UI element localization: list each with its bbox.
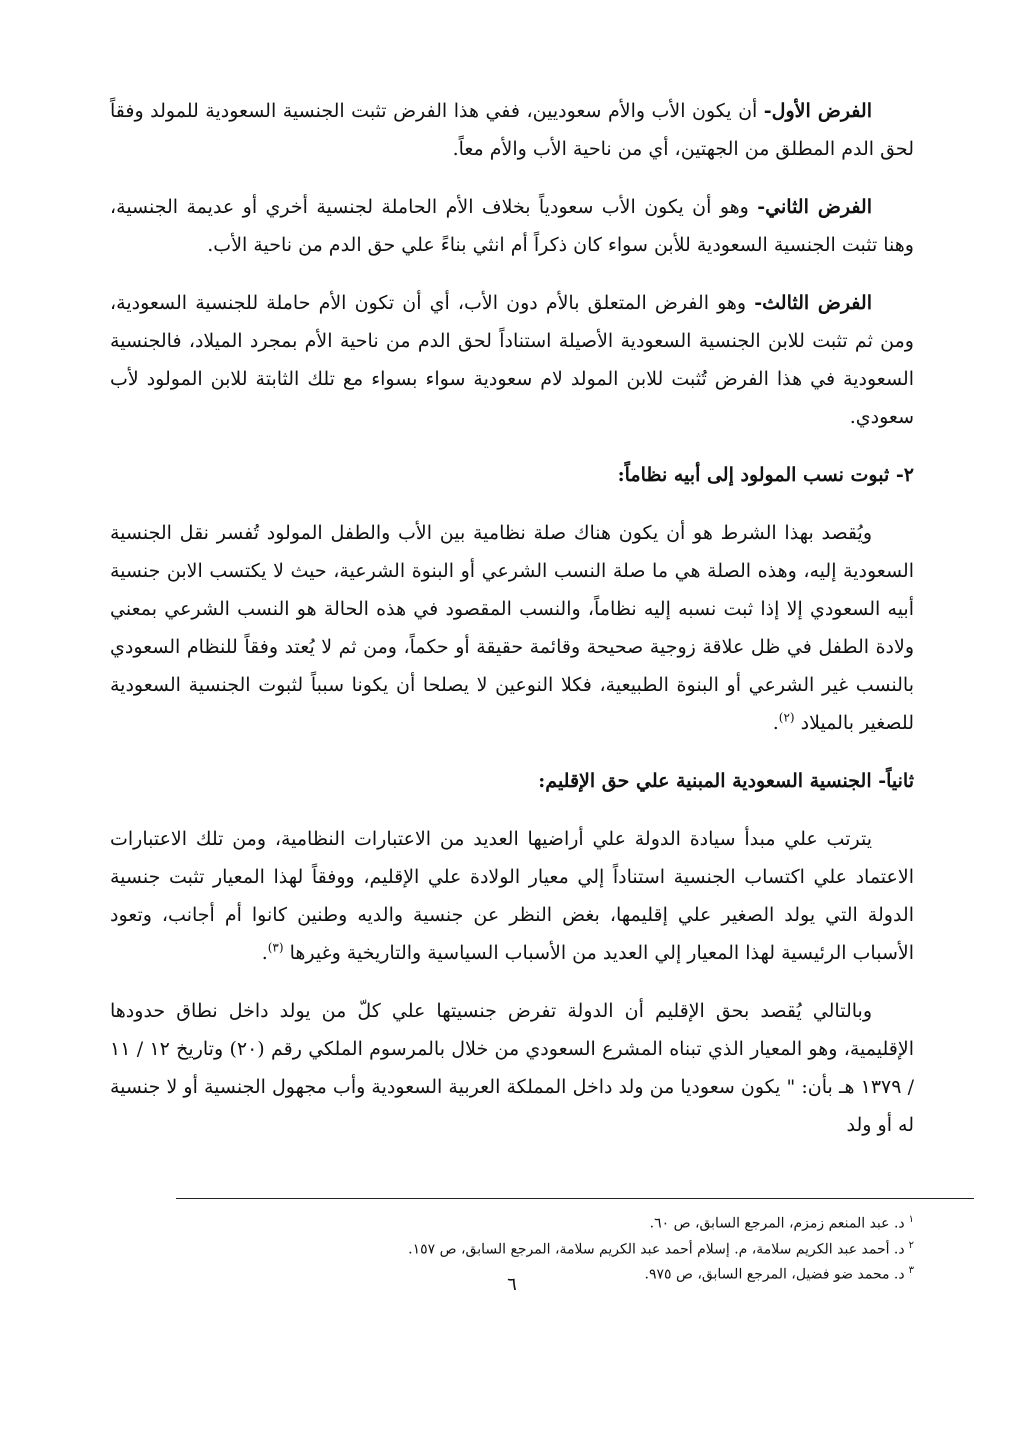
first-case-text: أن يكون الأب والأم سعوديين، ففي هذا الفرض تثبت الجنسية السعودية للمولد وفقاً لحق الدم المطلق من الجهتين، أي من ناحية الأب والأم معاً. [110, 100, 914, 160]
section-heading-territory: ثانياً- الجنسية السعودية المبنية علي حق الإقليم: [538, 770, 914, 792]
section-heading-lineage: ٢- ثبوت نسب المولود إلى أبيه نظاماً: [617, 464, 914, 486]
lineage-end: . [772, 712, 779, 734]
territory-principle-text: يترتب علي مبدأ سيادة الدولة علي أراضيها العديد من الاعتبارات النظامية، ومن تلك الاعتبارات الاعتماد علي اكتساب الجنسية استناداً إلي معيار الولادة علي الإقليم، ووفقاً لهذا المعيار تثبت جنسية الدولة التي يولد الصغير علي إقليمها، بغض النظر عن جنسية والديه وطنين كانوا أم أجانب، وتعود الأسباب الرئيسية لهذا المعيار إلي العديد من الأسباب السياسية والتاريخية وغيرها [110, 828, 914, 964]
paragraph-first-case [110, 92, 914, 168]
footnote-mark-1: ١ [908, 1214, 914, 1225]
page-number: ٦ [507, 1274, 517, 1295]
footnote-ref-3[interactable]: (٣) [267, 940, 284, 955]
footnote-text-3: د. محمد ضو فضيل، المرجع السابق، ص ٩٧٥. [644, 1266, 905, 1283]
footnote-mark-2: ٢ [908, 1239, 914, 1251]
paragraph-territory-right [110, 992, 914, 1144]
first-case-label: الفرض الأول- [763, 100, 872, 122]
footnote-mark-3: ٣ [908, 1265, 914, 1277]
territory-principle-end: . [261, 942, 268, 964]
third-case-text: وهو الفرض المتعلق بالأم دون الأب، أي أن تكون الأم حاملة للجنسية السعودية، ومن ثم تثبت للابن الجنسية السعودية الأصيلة استناداً لحق الدم من ناحية الأم بمجرد الميلاد، فالجنسية السعودية في هذا الفرض تُثبت للابن المولد لام سعودية سواء بسواء مع تلك الثابتة للابن المولود لأب سعودي. [110, 292, 914, 428]
footnote-text-1: د. عبد المنعم زمزم، المرجع السابق، ص ٦٠. [649, 1215, 905, 1232]
footnote-text-2: د. أحمد عبد الكريم سلامة، م. إسلام أحمد عبد الكريم سلامة، المرجع السابق، ص ١٥٧. [408, 1241, 905, 1258]
document-body [110, 92, 914, 1164]
paragraph-second-case [110, 188, 914, 264]
paragraph-lineage [110, 514, 914, 742]
third-case-label: الفرض الثالث- [754, 292, 872, 314]
lineage-text: ويُقصد بهذا الشرط هو أن يكون هناك صلة نظامية بين الأب والطفل المولود تُفسر نقل الجنسية السعودية إليه، وهذه الصلة هي ما صلة النسب الشرعي أو البنوة الشرعية، حيث لا يكتسب الابن جنسية أبيه السعودي إلا إذا ثبت نسبه إليه نظاماً، والنسب المقصود في هذه الحالة هو النسب الشرعي بمعني ولادة الطفل في ظل علاقة زوجية صحيحة وقائمة حقيقة أو حكماً، ومن ثم لا يُعتد وفقاً للنظام السعودي بالنسب غير الشرعي أو البنوة الطبيعية، فكلا النوعين لا يصلحا أن يكونا سبباً لثبوت الجنسية السعودية للصغير بالميلاد [110, 522, 914, 734]
footnote-divider [176, 1198, 974, 1199]
footnote-ref-2[interactable]: (٢) [778, 710, 795, 725]
second-case-label: الفرض الثاني- [757, 196, 872, 218]
footnote-1 [176, 1209, 974, 1235]
territory-right-text: وبالتالي يُقصد بحق الإقليم أن الدولة تفرض جنسيتها علي كلّ من يولد داخل نطاق حدودها الإقليمية، وهو المعيار الذي تبناه المشرع السعودي من خلال بالمرسوم الملكي رقم (٢٠) وتاريخ ١٢ / ١١ / ١٣٧٩ هـ بأن: " يكون سعوديا من ولد داخل المملكة العربية السعودية وأب مجهول الجنسية أو لا جنسية له أو ولد [110, 1000, 914, 1136]
paragraph-third-case [110, 284, 914, 436]
paragraph-territory-principle [110, 820, 914, 972]
footnote-2 [176, 1235, 974, 1261]
second-case-text: وهو أن يكون الأب سعودياً بخلاف الأم الحاملة لجنسية أخري أو عديمة الجنسية، وهنا تثبت الجنسية السعودية للأبن سواء كان ذكراً أم انثي بناءً علي حق الدم من ناحية الأب. [110, 196, 914, 256]
footnotes [176, 1198, 974, 1286]
